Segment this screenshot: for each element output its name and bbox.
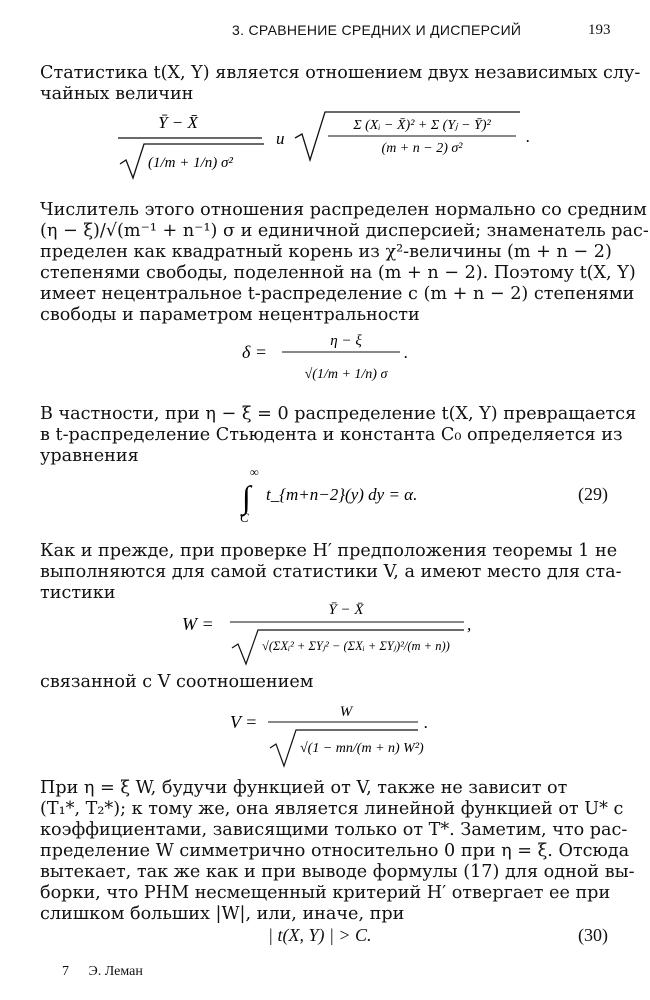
ratio-denominator: (1/m + 1/n) σ²	[148, 155, 233, 171]
text-line: выполняются для самой статистики V, а имеют место для ста-	[40, 562, 622, 582]
paragraph-3	[40, 404, 637, 467]
V-lhs: V =	[230, 712, 258, 732]
page-number: 193	[588, 22, 611, 38]
text-line: чайных величин	[40, 84, 194, 104]
running-header	[0, 22, 650, 42]
equation-29	[232, 464, 452, 526]
equation-W	[178, 596, 478, 668]
W-denominator: √(ΣXᵢ² + ΣYⱼ² − (ΣXᵢ + ΣYⱼ)²/(m + n))	[262, 639, 450, 653]
V-numerator: W	[339, 704, 353, 720]
integral-sign: ∫	[242, 479, 251, 515]
running-title: 3. СРАВНЕНИЕ СРЕДНИХ И ДИСПЕРСИЙ	[232, 22, 522, 38]
text-line: коэффициентами, зависящими только от T*. Заметим, что рас-	[40, 820, 628, 840]
text-line: связанной с V соотношением	[40, 672, 314, 692]
text-line: В частности, при η − ξ = 0 распределение t(X, Y) превращается	[40, 404, 637, 424]
equation-30: | t(X, Y) | > C.	[268, 925, 372, 945]
text-line: борки, что РНМ несмещенный критерий H′ отвергает ее при	[40, 883, 611, 903]
paragraph-4	[40, 541, 622, 604]
text-line: При η = ξ W, будучи функцией от V, также не зависит от	[40, 778, 568, 798]
equation-number-29: (29)	[578, 484, 608, 504]
period: .	[424, 713, 429, 732]
text-line: вытекает, так же как и при выводе формулы (17) для одной вы-	[40, 862, 635, 882]
W-numerator: Ȳ − X̄	[328, 602, 364, 618]
text-line: (T₁*, T₂*); к тому же, она является линейной функцией от U* с	[40, 799, 624, 819]
delta-denominator: √(1/m + 1/n) σ	[304, 367, 388, 382]
integral-lower-limit: C	[240, 510, 249, 525]
text-line: тистики	[40, 583, 116, 603]
text-line: пределен как квадратный корень из χ²-величины (m + n − 2)	[40, 242, 612, 262]
text-line: свободы и параметром нецентральности	[40, 305, 420, 325]
delta-lhs: δ =	[242, 342, 268, 362]
equation-ratio	[112, 108, 552, 186]
text-line: в t-распределение Стьюдента и константа C₀ определяется из	[40, 425, 623, 445]
period: .	[404, 343, 409, 362]
text-line: Числитель этого отношения распределен нормально со средним	[40, 200, 647, 220]
text-line: (η − ξ)/√(m⁻¹ + n⁻¹) σ и единичной дисперсией; знаменатель рас-	[40, 221, 649, 241]
W-lhs: W =	[182, 614, 214, 634]
text-line: уравнения	[40, 446, 139, 466]
text-line: имеет нецентральное t-распределение с (m + n − 2) степенями	[40, 284, 635, 304]
signature-mark: 7	[62, 964, 69, 979]
equation-V	[228, 700, 448, 772]
comma: ,	[467, 615, 472, 634]
text-line: пределение W симметрично относительно 0 при η = ξ. Отсюда	[40, 841, 630, 861]
paragraph-5	[40, 672, 610, 693]
text-line: Как и прежде, при проверке H′ предположения теоремы 1 не	[40, 541, 618, 561]
text-line: Статистика t(X, Y) является отношением двух независимых слу-	[40, 63, 641, 83]
ratio-numerator: Ȳ − X̄	[158, 113, 198, 132]
text-line: слишком больших |W|, или, иначе, при	[40, 904, 405, 924]
integrand: t_{m+n−2}(y) dy = α.	[266, 485, 418, 504]
integral-upper-limit: ∞	[250, 465, 259, 479]
equation-delta	[240, 328, 420, 392]
V-denominator: √(1 − mn/(m + n) W²)	[300, 741, 424, 756]
paragraph-1	[40, 63, 641, 105]
equation-number-30: (30)	[578, 925, 608, 945]
text-line: степенями свободы, поделенной на (m + n − 2). Поэтому t(X, Y)	[40, 263, 636, 283]
page-footer	[62, 964, 143, 980]
conjunction: и	[276, 129, 285, 148]
delta-numerator: η − ξ	[330, 333, 362, 349]
chi-numerator: Σ (Xᵢ − X̄)² + Σ (Yⱼ − Ȳ)²	[353, 118, 491, 133]
paragraph-2	[40, 200, 649, 326]
author-name: Э. Леман	[88, 964, 143, 979]
paragraph-6	[40, 778, 635, 925]
chi-denominator: (m + n − 2) σ²	[381, 141, 463, 156]
period: .	[526, 127, 531, 146]
